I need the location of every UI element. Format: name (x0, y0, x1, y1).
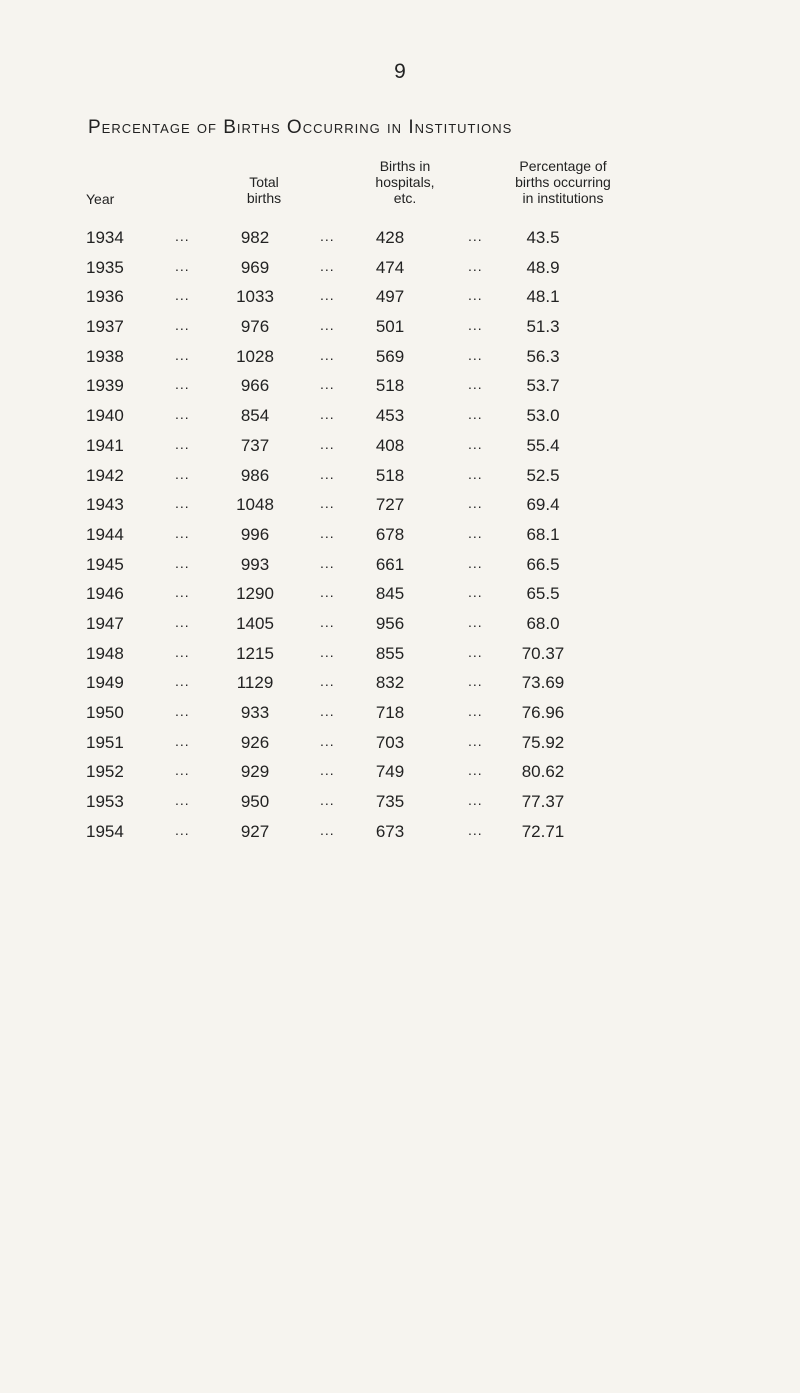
cell-year: 1944 (86, 524, 124, 544)
cell-percentage: 48.1 (526, 287, 560, 307)
cell-year: 1936 (86, 287, 124, 307)
leader-dots: ... (320, 732, 335, 749)
leader-dots: ... (320, 435, 335, 452)
header-total-births: Total births (246, 174, 282, 206)
cell-total-births: 966 (240, 376, 270, 396)
cell-births-in-hospitals: 501 (375, 317, 405, 337)
cell-total-births: 927 (240, 821, 270, 841)
table-title: Percentage of Births Occurring in Institutions (88, 117, 513, 138)
cell-year: 1939 (86, 376, 124, 396)
cell-percentage: 72.71 (521, 821, 565, 841)
header-births-in-hospitals: Births in hospitals, etc. (375, 158, 435, 206)
cell-total-births: 926 (240, 732, 270, 752)
leader-dots: ... (175, 346, 190, 363)
cell-births-in-hospitals: 678 (375, 524, 405, 544)
page-number: 9 (394, 60, 406, 83)
leader-dots: ... (320, 554, 335, 571)
leader-dots: ... (320, 317, 335, 334)
cell-births-in-hospitals: 661 (375, 554, 405, 574)
cell-year: 1938 (86, 346, 124, 366)
cell-births-in-hospitals: 474 (375, 257, 405, 277)
cell-total-births: 986 (240, 465, 270, 485)
cell-total-births: 976 (240, 317, 270, 337)
leader-dots: ... (468, 613, 483, 630)
cell-year: 1949 (86, 673, 124, 693)
cell-total-births: 950 (240, 792, 270, 812)
table-row (0, 258, 800, 288)
table-row (0, 555, 800, 585)
leader-dots: ... (175, 524, 190, 541)
cell-births-in-hospitals: 673 (375, 821, 405, 841)
leader-dots: ... (320, 584, 335, 601)
leader-dots: ... (468, 435, 483, 452)
leader-dots: ... (468, 406, 483, 423)
leader-dots: ... (175, 584, 190, 601)
cell-year: 1951 (86, 732, 124, 752)
cell-percentage: 51.3 (526, 317, 560, 337)
cell-total-births: 1028 (236, 346, 274, 366)
cell-year: 1947 (86, 613, 124, 633)
cell-year: 1953 (86, 792, 124, 812)
leader-dots: ... (320, 613, 335, 630)
table-row (0, 376, 800, 406)
cell-total-births: 1405 (236, 613, 274, 633)
cell-total-births: 996 (240, 524, 270, 544)
cell-year: 1940 (86, 406, 124, 426)
leader-dots: ... (468, 257, 483, 274)
header-year: Year (86, 191, 115, 207)
leader-dots: ... (175, 495, 190, 512)
cell-births-in-hospitals: 428 (375, 228, 405, 247)
cell-total-births: 982 (240, 228, 270, 247)
cell-percentage: 55.4 (526, 435, 560, 455)
leader-dots: ... (320, 673, 335, 690)
cell-year: 1954 (86, 821, 124, 841)
leader-dots: ... (468, 792, 483, 809)
cell-births-in-hospitals: 518 (375, 376, 405, 396)
leader-dots: ... (468, 703, 483, 719)
cell-year: 1946 (86, 584, 124, 604)
leader-dots: ... (468, 732, 483, 749)
leader-dots: ... (320, 376, 335, 393)
leader-dots: ... (468, 524, 483, 541)
leader-dots: ... (320, 465, 335, 482)
table-row (0, 406, 800, 436)
cell-percentage: 69.4 (526, 495, 560, 515)
cell-total-births: 1290 (236, 584, 274, 604)
cell-percentage: 73.69 (521, 673, 565, 693)
cell-percentage: 53.0 (526, 406, 560, 426)
cell-total-births: 1048 (236, 495, 274, 515)
cell-births-in-hospitals: 727 (375, 495, 405, 515)
cell-year: 1934 (86, 228, 124, 247)
cell-percentage: 77.37 (521, 792, 565, 812)
cell-births-in-hospitals: 956 (375, 613, 405, 633)
table-row (0, 436, 800, 466)
cell-births-in-hospitals: 749 (375, 762, 405, 782)
cell-year: 1945 (86, 554, 124, 574)
cell-births-in-hospitals: 718 (375, 703, 405, 722)
table-row (0, 733, 800, 763)
cell-total-births: 993 (240, 554, 270, 574)
cell-percentage: 68.0 (526, 613, 560, 633)
cell-percentage: 66.5 (526, 554, 560, 574)
table-row (0, 703, 800, 733)
cell-births-in-hospitals: 845 (375, 584, 405, 604)
leader-dots: ... (175, 257, 190, 274)
leader-dots: ... (468, 465, 483, 482)
cell-year: 1937 (86, 317, 124, 337)
cell-births-in-hospitals: 703 (375, 732, 405, 752)
leader-dots: ... (468, 554, 483, 571)
leader-dots: ... (175, 703, 190, 719)
leader-dots: ... (175, 732, 190, 749)
cell-births-in-hospitals: 832 (375, 673, 405, 693)
cell-total-births: 1129 (236, 673, 274, 693)
cell-percentage: 56.3 (526, 346, 560, 366)
leader-dots: ... (468, 643, 483, 660)
cell-total-births: 933 (240, 703, 270, 722)
leader-dots: ... (468, 376, 483, 393)
table-row (0, 584, 800, 614)
leader-dots: ... (175, 287, 190, 304)
cell-total-births: 1215 (236, 643, 274, 663)
leader-dots: ... (468, 346, 483, 363)
leader-dots: ... (468, 762, 483, 779)
cell-percentage: 68.1 (526, 524, 560, 544)
leader-dots: ... (175, 228, 190, 244)
cell-percentage: 52.5 (526, 465, 560, 485)
cell-year: 1942 (86, 465, 124, 485)
leader-dots: ... (175, 376, 190, 393)
leader-dots: ... (175, 554, 190, 571)
leader-dots: ... (175, 762, 190, 779)
table-row (0, 673, 800, 703)
cell-year: 1950 (86, 703, 124, 722)
leader-dots: ... (320, 703, 335, 719)
cell-total-births: 737 (240, 435, 270, 455)
leader-dots: ... (175, 792, 190, 809)
leader-dots: ... (175, 673, 190, 690)
leader-dots: ... (468, 317, 483, 334)
table-row (0, 495, 800, 525)
cell-total-births: 1033 (236, 287, 274, 307)
cell-year: 1952 (86, 762, 124, 782)
leader-dots: ... (175, 406, 190, 423)
cell-total-births: 969 (240, 257, 270, 277)
cell-percentage: 43.5 (526, 228, 560, 247)
cell-percentage: 48.9 (526, 257, 560, 277)
cell-total-births: 854 (240, 406, 270, 426)
cell-year: 1941 (86, 435, 124, 455)
table-row (0, 347, 800, 377)
leader-dots: ... (175, 643, 190, 660)
cell-year: 1943 (86, 495, 124, 515)
table-row (0, 792, 800, 822)
cell-percentage: 65.5 (526, 584, 560, 604)
leader-dots: ... (320, 792, 335, 809)
leader-dots: ... (468, 584, 483, 601)
leader-dots: ... (320, 406, 335, 423)
cell-births-in-hospitals: 453 (375, 406, 405, 426)
table-row (0, 287, 800, 317)
leader-dots: ... (320, 287, 335, 304)
leader-dots: ... (320, 346, 335, 363)
table-row (0, 317, 800, 347)
leader-dots: ... (320, 524, 335, 541)
table-body (0, 228, 800, 851)
cell-year: 1948 (86, 643, 124, 663)
table-row (0, 228, 800, 258)
table-row (0, 822, 800, 852)
leader-dots: ... (320, 762, 335, 779)
header-percentage: Percentage of births occurring in institutions (515, 158, 611, 206)
cell-percentage: 80.62 (521, 762, 565, 782)
leader-dots: ... (320, 257, 335, 274)
cell-births-in-hospitals: 855 (375, 643, 405, 663)
leader-dots: ... (175, 465, 190, 482)
leader-dots: ... (468, 495, 483, 512)
cell-total-births: 929 (240, 762, 270, 782)
leader-dots: ... (320, 821, 335, 838)
cell-percentage: 76.96 (521, 703, 565, 722)
leader-dots: ... (175, 317, 190, 334)
cell-percentage: 70.37 (521, 643, 565, 663)
cell-births-in-hospitals: 518 (375, 465, 405, 485)
leader-dots: ... (175, 435, 190, 452)
leader-dots: ... (175, 821, 190, 838)
leader-dots: ... (468, 287, 483, 304)
cell-year: 1935 (86, 257, 124, 277)
cell-births-in-hospitals: 569 (375, 346, 405, 366)
leader-dots: ... (320, 495, 335, 512)
leader-dots: ... (468, 673, 483, 690)
cell-percentage: 75.92 (521, 732, 565, 752)
table-row (0, 466, 800, 496)
table-row (0, 644, 800, 674)
leader-dots: ... (320, 643, 335, 660)
table-row (0, 762, 800, 792)
table-row (0, 614, 800, 644)
leader-dots: ... (468, 821, 483, 838)
leader-dots: ... (175, 613, 190, 630)
cell-births-in-hospitals: 497 (375, 287, 405, 307)
leader-dots: ... (468, 228, 483, 244)
table-row (0, 525, 800, 555)
cell-births-in-hospitals: 735 (375, 792, 405, 812)
leader-dots: ... (320, 228, 335, 244)
cell-births-in-hospitals: 408 (375, 435, 405, 455)
cell-percentage: 53.7 (526, 376, 560, 396)
